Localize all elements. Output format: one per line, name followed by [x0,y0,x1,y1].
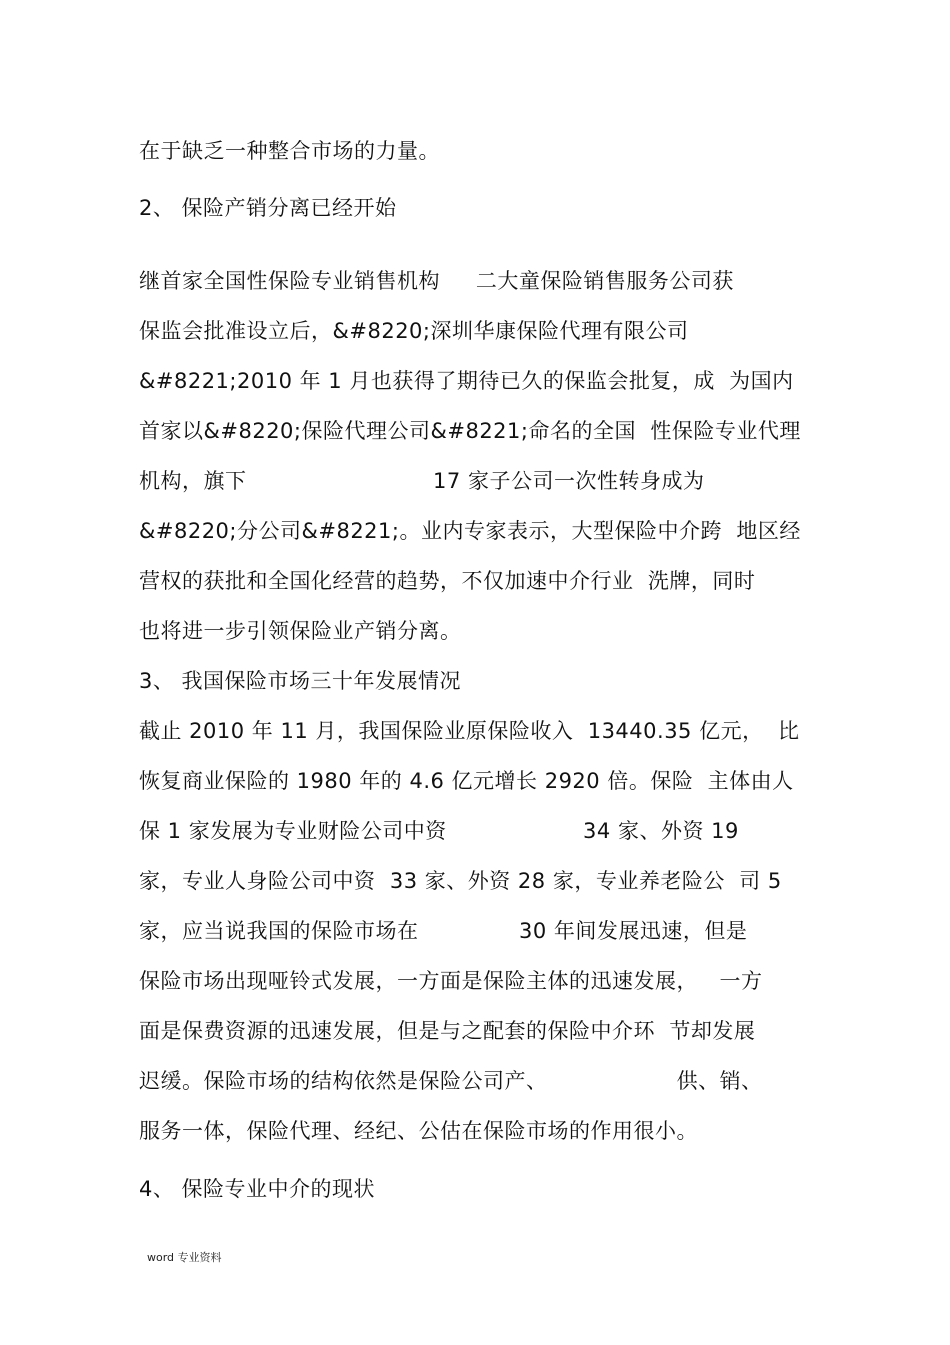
body-text-line: 恢复商业保险的 1980 年的 4.6 亿元增长 2920 倍。保险 主体由人 [139,769,794,793]
section-heading-3: 3、 我国保险市场三十年发展情况 [139,669,462,693]
body-text-line: 也将进一步引领保险业产销分离。 [139,619,462,643]
page-footer: word 专业资料 [147,1251,222,1264]
body-text-line: 家，应当说我国的保险市场在 30 年间发展迅速，但是 [139,919,748,943]
body-text-line: 家，专业人身险公司中资 33 家、外资 28 家，专业养老险公 司 5 [139,869,782,893]
body-text-line: 服务一体，保险代理、经纪、公估在保险市场的作用很小。 [139,1119,698,1143]
body-text-line: 保险市场出现哑铃式发展，一方面是保险主体的迅速发展， 一方 [139,969,763,993]
body-text-line: 截止 2010 年 11 月，我国保险业原保险收入 13440.35 亿元， 比 [139,719,800,743]
body-text-line: 在于缺乏一种整合市场的力量。 [139,139,440,163]
body-text-line: &#8220;分公司&#8221;。业内专家表示，大型保险中介跨 地区经 [139,519,801,543]
body-text-line: 机构，旗下 17 家子公司一次性转身成为 [139,469,705,493]
body-text-line: &#8221;2010 年 1 月也获得了期待已久的保监会批复，成 为国内 [139,369,794,393]
body-text-line: 保监会批准设立后，&#8220;深圳华康保险代理有限公司 [139,319,689,343]
body-text-line: 继首家全国性保险专业销售机构 二大童保险销售服务公司获 [139,269,734,293]
section-heading-4: 4、 保险专业中介的现状 [139,1177,376,1201]
body-text-line: 首家以&#8220;保险代理公司&#8221;命名的全国 性保险专业代理 [139,419,801,443]
body-text-line: 迟缓。保险市场的结构依然是保险公司产、 供、销、 [139,1069,763,1093]
body-text-line: 面是保费资源的迅速发展，但是与之配套的保险中介环 节却发展 [139,1019,756,1043]
section-heading-2: 2、 保险产销分离已经开始 [139,196,397,220]
body-text-line: 营权的获批和全国化经营的趋势，不仅加速中介行业 洗牌，同时 [139,569,756,593]
body-text-line: 保 1 家发展为专业财险公司中资 34 家、外资 19 [139,819,739,843]
